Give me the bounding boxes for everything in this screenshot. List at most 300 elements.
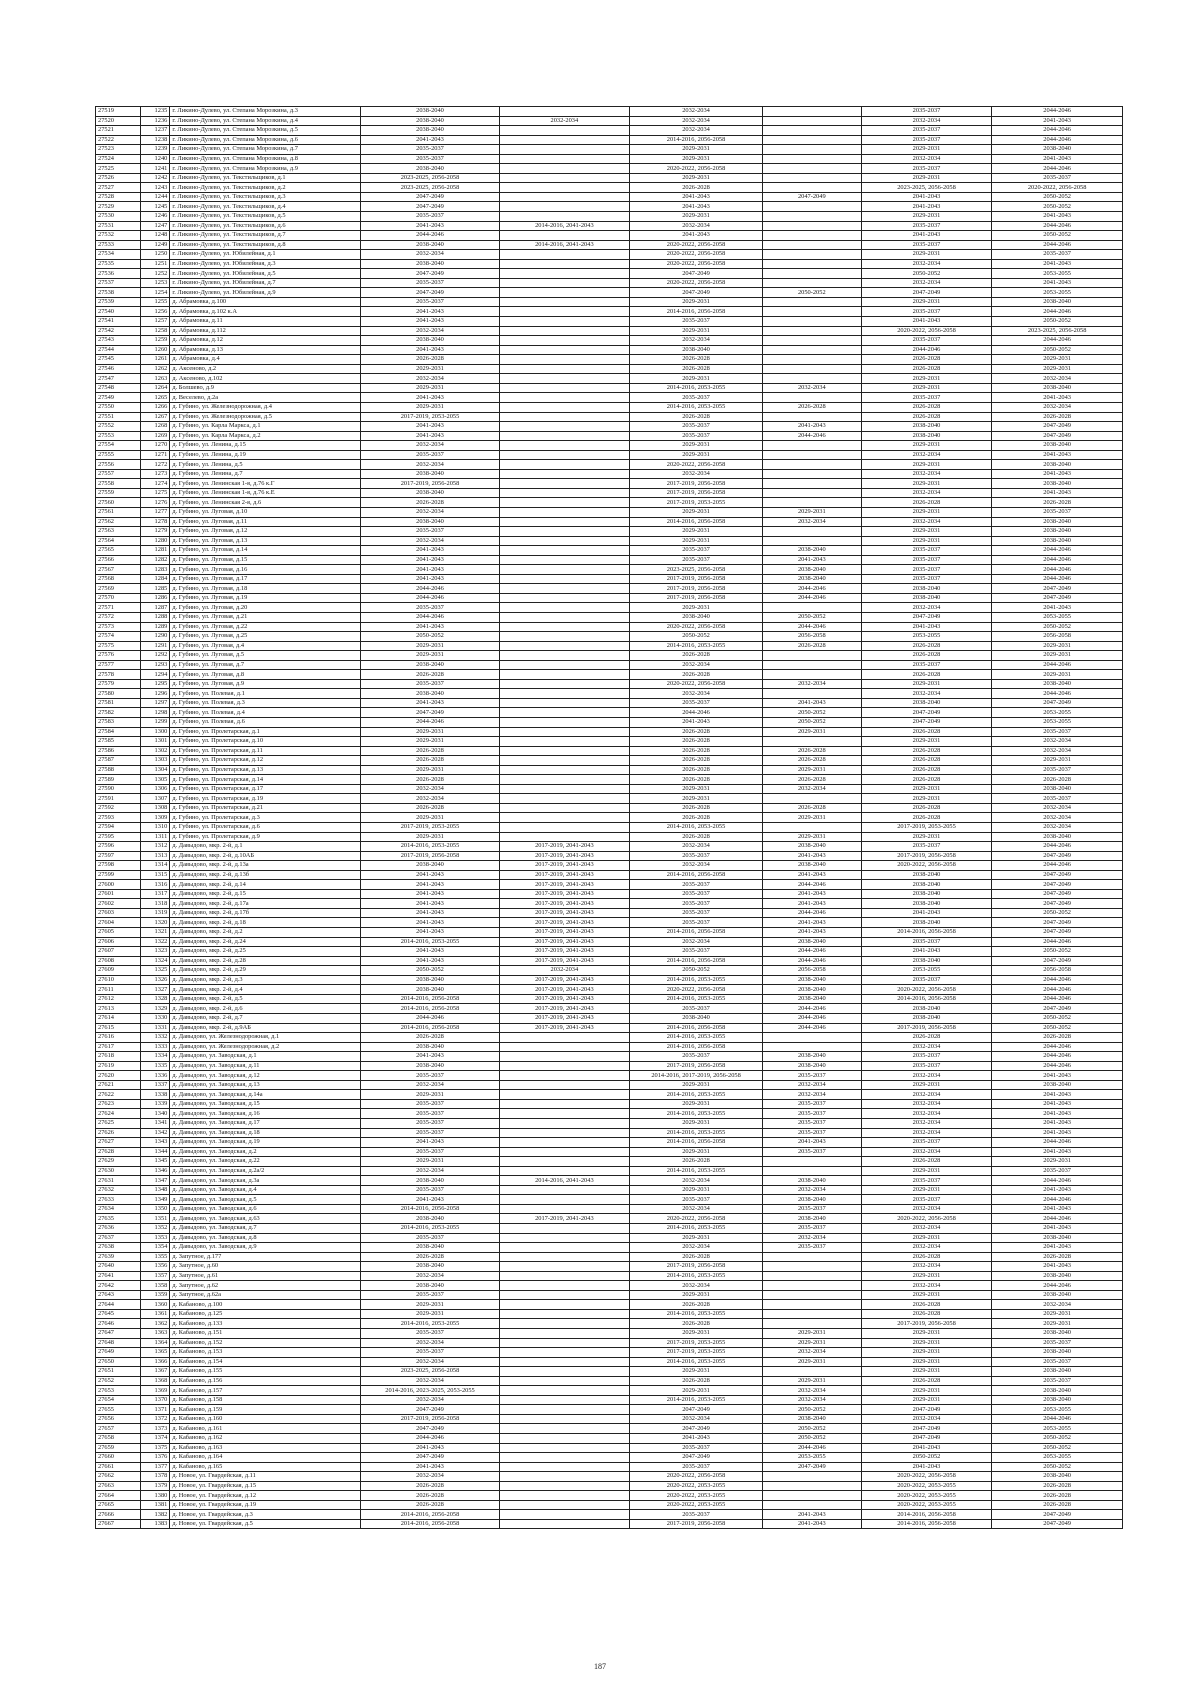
table-row xyxy=(96,1462,1123,1472)
table-row xyxy=(96,1329,1123,1339)
table-row xyxy=(96,527,1123,537)
table-cell: 2029-2031 xyxy=(992,756,1123,766)
table-cell: 2044-2046 xyxy=(762,880,861,890)
table-cell: 1328 xyxy=(140,994,170,1004)
table-cell: 2029-2031 xyxy=(762,1357,861,1367)
table-row xyxy=(96,240,1123,250)
table-row xyxy=(96,698,1123,708)
table-row xyxy=(96,336,1123,346)
table-cell: 2032-2034 xyxy=(361,1338,499,1348)
table-cell: 2038-2040 xyxy=(361,336,499,346)
table-cell: 2041-2043 xyxy=(861,947,992,957)
table-row xyxy=(96,1071,1123,1081)
table-cell: 2026-2028 xyxy=(630,803,763,813)
table-cell: 2032-2034 xyxy=(762,1090,861,1100)
table-cell: 27564 xyxy=(96,536,141,546)
table-cell: д. Запутное, д.62 xyxy=(170,1281,361,1291)
table-cell: 2047-2049 xyxy=(630,1424,763,1434)
table-cell: 1337 xyxy=(140,1080,170,1090)
table-cell: д. Губино, ул. Пролетарская, д.10 xyxy=(170,737,361,747)
table-cell: 1377 xyxy=(140,1462,170,1472)
table-row xyxy=(96,689,1123,699)
table-row xyxy=(96,1033,1123,1043)
table-cell: 1348 xyxy=(140,1185,170,1195)
table-cell xyxy=(762,126,861,136)
table-cell: 27656 xyxy=(96,1414,141,1424)
table-cell: 2038-2040 xyxy=(762,1061,861,1071)
table-row xyxy=(96,1252,1123,1262)
table-cell: 2017-2019, 2053-2055 xyxy=(630,498,763,508)
table-row xyxy=(96,593,1123,603)
table-cell: 2017-2019, 2041-2043 xyxy=(499,918,630,928)
table-cell: 2041-2043 xyxy=(992,1099,1123,1109)
table-cell: 2029-2031 xyxy=(630,1290,763,1300)
table-cell: д. Губино, ул. Полевая, д.6 xyxy=(170,718,361,728)
table-cell xyxy=(762,116,861,126)
table-cell xyxy=(499,1147,630,1157)
table-cell: 2026-2028 xyxy=(361,355,499,365)
table-cell: 2041-2043 xyxy=(762,1510,861,1520)
table-cell: 2050-2052 xyxy=(630,966,763,976)
table-row xyxy=(96,565,1123,575)
table-cell: 1344 xyxy=(140,1147,170,1157)
table-cell: 1287 xyxy=(140,603,170,613)
table-cell: 2020-2022, 2056-2058 xyxy=(630,250,763,260)
table-cell: 2032-2034 xyxy=(762,517,861,527)
table-cell: 2026-2028 xyxy=(630,775,763,785)
table-cell: 2035-2037 xyxy=(630,1462,763,1472)
table-cell: 1272 xyxy=(140,460,170,470)
table-cell: 2020-2022, 2053-2055 xyxy=(630,1481,763,1491)
table-cell: 2041-2043 xyxy=(361,546,499,556)
table-cell: 2029-2031 xyxy=(762,765,861,775)
table-cell: г. Ликино-Дулево, ул. Текстильщиков, д.2 xyxy=(170,183,361,193)
table-cell xyxy=(762,1472,861,1482)
table-cell xyxy=(499,1052,630,1062)
table-cell: 2035-2037 xyxy=(361,212,499,222)
table-cell: 1364 xyxy=(140,1338,170,1348)
table-cell: 2041-2043 xyxy=(361,899,499,909)
table-cell: 1244 xyxy=(140,192,170,202)
table-cell: д. Абрамовка, д.102 к.А xyxy=(170,307,361,317)
table-cell: 2053-2055 xyxy=(992,1424,1123,1434)
table-cell: 27555 xyxy=(96,450,141,460)
table-cell: 2035-2037 xyxy=(861,565,992,575)
table-cell xyxy=(499,450,630,460)
table-cell: 27543 xyxy=(96,336,141,346)
table-cell: 27523 xyxy=(96,145,141,155)
table-cell: 2035-2037 xyxy=(992,727,1123,737)
table-cell: 2050-2052 xyxy=(992,1013,1123,1023)
table-cell xyxy=(499,107,630,117)
table-cell: 2038-2040 xyxy=(361,1061,499,1071)
table-cell: 1278 xyxy=(140,517,170,527)
table-cell: 2035-2037 xyxy=(861,1061,992,1071)
table-cell: 2023-2025, 2056-2058 xyxy=(361,173,499,183)
table-cell: 27646 xyxy=(96,1319,141,1329)
table-cell: 2041-2043 xyxy=(992,393,1123,403)
table-cell: 2041-2043 xyxy=(992,1262,1123,1272)
table-cell: 1369 xyxy=(140,1386,170,1396)
table-cell: 2044-2046 xyxy=(992,861,1123,871)
table-cell: 2038-2040 xyxy=(762,994,861,1004)
table-cell: 1247 xyxy=(140,221,170,231)
table-cell: 27520 xyxy=(96,116,141,126)
table-cell: 2041-2043 xyxy=(861,317,992,327)
table-cell: 2026-2028 xyxy=(992,1491,1123,1501)
table-cell: 1252 xyxy=(140,269,170,279)
table-cell: д. Давыдово, ул. Заводская, д.3а xyxy=(170,1176,361,1186)
table-cell: 2014-2016, 2053-2055 xyxy=(630,1357,763,1367)
table-cell: 27603 xyxy=(96,908,141,918)
table-cell: 1367 xyxy=(140,1367,170,1377)
table-row xyxy=(96,183,1123,193)
table-cell: д. Губино, ул. Пролетарская, д.6 xyxy=(170,823,361,833)
table-cell xyxy=(499,689,630,699)
table-cell: 2047-2049 xyxy=(992,698,1123,708)
table-cell: 2041-2043 xyxy=(361,221,499,231)
table-cell: 27547 xyxy=(96,374,141,384)
table-cell: 2032-2034 xyxy=(630,861,763,871)
table-cell: 2029-2031 xyxy=(992,364,1123,374)
table-cell: 2014-2016, 2056-2058 xyxy=(630,517,763,527)
table-cell xyxy=(762,374,861,384)
table-cell: 1250 xyxy=(140,250,170,260)
table-cell: 2029-2031 xyxy=(861,794,992,804)
table-cell: 1253 xyxy=(140,278,170,288)
table-cell: 1259 xyxy=(140,336,170,346)
table-cell: д. Давыдово, ул. Железнодорожная, д.1 xyxy=(170,1033,361,1043)
table-cell: д. Губино, ул. Луговая, д.13 xyxy=(170,536,361,546)
table-cell: 2035-2037 xyxy=(861,164,992,174)
table-cell: д. Кабаново, д.163 xyxy=(170,1443,361,1453)
table-row xyxy=(96,345,1123,355)
table-cell: 2026-2028 xyxy=(861,498,992,508)
table-cell: 2038-2040 xyxy=(861,918,992,928)
table-cell xyxy=(499,1357,630,1367)
table-cell: 2029-2031 xyxy=(861,784,992,794)
table-cell: 2032-2034 xyxy=(361,1271,499,1281)
table-cell: д. Давыдово, ул. Заводская, д.6 xyxy=(170,1204,361,1214)
table-cell: 2047-2049 xyxy=(992,880,1123,890)
table-cell: 1361 xyxy=(140,1309,170,1319)
table-cell: 27608 xyxy=(96,956,141,966)
table-cell: 27575 xyxy=(96,641,141,651)
table-cell: 2014-2016, 2041-2043 xyxy=(499,240,630,250)
table-row xyxy=(96,307,1123,317)
table-cell: 1293 xyxy=(140,660,170,670)
table-cell: 1341 xyxy=(140,1118,170,1128)
table-cell: 2035-2037 xyxy=(630,918,763,928)
table-cell: д. Кабаново, д.161 xyxy=(170,1424,361,1434)
table-cell: 2056-2058 xyxy=(762,966,861,976)
table-cell: д. Губино, ул. Луговая, д.21 xyxy=(170,612,361,622)
table-cell: 27635 xyxy=(96,1214,141,1224)
table-row xyxy=(96,517,1123,527)
table-cell: д. Давыдово, ул. Заводская, д.1 xyxy=(170,1052,361,1062)
table-cell: 2032-2034 xyxy=(861,1243,992,1253)
table-cell: 2041-2043 xyxy=(361,555,499,565)
table-cell: 2026-2028 xyxy=(992,1252,1123,1262)
table-cell: 2032-2034 xyxy=(762,383,861,393)
table-cell: 2014-2016, 2053-2055 xyxy=(361,937,499,947)
table-cell: 2035-2037 xyxy=(630,851,763,861)
table-cell: 2014-2016, 2053-2055 xyxy=(630,994,763,1004)
table-cell: 2038-2040 xyxy=(361,126,499,136)
table-cell: 2017-2019, 2041-2043 xyxy=(499,899,630,909)
table-cell: 2041-2043 xyxy=(992,1243,1123,1253)
table-cell: 2038-2040 xyxy=(762,565,861,575)
table-cell: 2026-2028 xyxy=(630,1319,763,1329)
table-row xyxy=(96,823,1123,833)
table-cell xyxy=(499,422,630,432)
table-cell: 2044-2046 xyxy=(992,307,1123,317)
table-cell: 2029-2031 xyxy=(630,1185,763,1195)
table-cell xyxy=(762,336,861,346)
table-cell xyxy=(499,660,630,670)
table-cell: 1311 xyxy=(140,832,170,842)
table-row xyxy=(96,1472,1123,1482)
table-cell: 1363 xyxy=(140,1329,170,1339)
table-cell: 2026-2028 xyxy=(630,364,763,374)
table-cell: 1343 xyxy=(140,1138,170,1148)
table-cell xyxy=(499,708,630,718)
table-cell: 2014-2016, 2053-2055 xyxy=(630,823,763,833)
table-row xyxy=(96,107,1123,117)
table-cell: 2047-2049 xyxy=(992,889,1123,899)
table-cell: 2044-2046 xyxy=(992,994,1123,1004)
table-cell: 2014-2016, 2053-2055 xyxy=(630,1166,763,1176)
table-cell: 2038-2040 xyxy=(992,383,1123,393)
table-cell: 2014-2016, 2056-2058 xyxy=(630,956,763,966)
table-cell: 2038-2040 xyxy=(762,1414,861,1424)
table-cell: 2035-2037 xyxy=(361,450,499,460)
table-cell: 2038-2040 xyxy=(762,861,861,871)
table-cell: 27572 xyxy=(96,612,141,622)
table-cell: д. Абрамовка, д.12 xyxy=(170,336,361,346)
table-cell: 2032-2034 xyxy=(361,1080,499,1090)
table-cell: 2038-2040 xyxy=(992,527,1123,537)
table-cell: 1258 xyxy=(140,326,170,336)
table-cell: 2029-2031 xyxy=(361,651,499,661)
table-cell: 2050-2052 xyxy=(992,317,1123,327)
table-cell: 2038-2040 xyxy=(762,842,861,852)
table-cell: 2029-2031 xyxy=(861,1290,992,1300)
table-cell: 2029-2031 xyxy=(861,212,992,222)
table-cell xyxy=(762,145,861,155)
table-cell: 2056-2058 xyxy=(992,966,1123,976)
table-cell: 2032-2034 xyxy=(992,374,1123,384)
table-cell: 1292 xyxy=(140,651,170,661)
table-cell xyxy=(499,1329,630,1339)
table-cell: 2014-2016, 2056-2058 xyxy=(361,1023,499,1033)
table-cell: 1376 xyxy=(140,1453,170,1463)
table-cell: 2038-2040 xyxy=(861,593,992,603)
table-cell: 2032-2034 xyxy=(861,278,992,288)
table-cell: 2035-2037 xyxy=(630,1443,763,1453)
table-cell: 2032-2034 xyxy=(762,1395,861,1405)
table-cell: 2029-2031 xyxy=(992,651,1123,661)
table-cell: 2029-2031 xyxy=(861,1080,992,1090)
table-cell xyxy=(499,1128,630,1138)
table-cell: 2029-2031 xyxy=(630,1099,763,1109)
table-row xyxy=(96,1443,1123,1453)
table-cell: 2017-2019, 2041-2043 xyxy=(499,994,630,1004)
table-cell: д. Губино, ул. Луговая, д.9 xyxy=(170,679,361,689)
table-row xyxy=(96,479,1123,489)
table-cell: 2041-2043 xyxy=(630,192,763,202)
table-cell: 1315 xyxy=(140,870,170,880)
table-cell: 2026-2028 xyxy=(762,756,861,766)
table-cell xyxy=(499,288,630,298)
table-cell: 2020-2022, 2053-2055 xyxy=(861,1481,992,1491)
table-cell: 2032-2034 xyxy=(861,116,992,126)
table-cell: 2041-2043 xyxy=(992,1185,1123,1195)
table-cell: 27582 xyxy=(96,708,141,718)
table-row xyxy=(96,612,1123,622)
table-cell xyxy=(762,1319,861,1329)
table-cell: г. Ликино-Дулево, ул. Степана Морозкина, д.7 xyxy=(170,145,361,155)
table-row xyxy=(96,431,1123,441)
table-row xyxy=(96,469,1123,479)
table-cell: 2032-2034 xyxy=(861,488,992,498)
table-cell: 2035-2037 xyxy=(630,393,763,403)
table-cell xyxy=(762,603,861,613)
table-cell: д. Аксеново, д.2 xyxy=(170,364,361,374)
table-cell: 2014-2016, 2056-2058 xyxy=(630,135,763,145)
table-cell xyxy=(762,689,861,699)
table-cell xyxy=(499,1243,630,1253)
table-cell: 2038-2040 xyxy=(861,698,992,708)
table-cell xyxy=(762,823,861,833)
table-cell xyxy=(499,679,630,689)
table-cell xyxy=(499,1453,630,1463)
table-cell: 2017-2019, 2041-2043 xyxy=(499,947,630,957)
table-row xyxy=(96,813,1123,823)
table-cell: 27664 xyxy=(96,1491,141,1501)
table-cell: д. Давыдово, мкр. 2-й, д.10АБ xyxy=(170,851,361,861)
table-cell: 2047-2049 xyxy=(992,918,1123,928)
table-cell: 1249 xyxy=(140,240,170,250)
table-cell: д. Губино, ул. Ленина, д.19 xyxy=(170,450,361,460)
table-cell xyxy=(499,1472,630,1482)
table-cell: 2014-2016, 2053-2055 xyxy=(361,842,499,852)
table-cell: 1284 xyxy=(140,574,170,584)
table-cell: 2017-2019, 2053-2055 xyxy=(361,823,499,833)
table-cell xyxy=(499,565,630,575)
table-cell: 2020-2022, 2056-2058 xyxy=(861,861,992,871)
table-cell: д. Новое, ул. Гвардейская, д.19 xyxy=(170,1500,361,1510)
table-cell xyxy=(762,1281,861,1291)
table-cell: 2041-2043 xyxy=(630,231,763,241)
table-cell: 2038-2040 xyxy=(992,145,1123,155)
table-cell: 2041-2043 xyxy=(992,1147,1123,1157)
table-cell: 2044-2046 xyxy=(861,345,992,355)
table-cell xyxy=(762,393,861,403)
table-cell: 2032-2034 xyxy=(861,1099,992,1109)
table-cell: 27625 xyxy=(96,1118,141,1128)
table-cell: 2038-2040 xyxy=(762,1195,861,1205)
table-cell: г. Ликино-Дулево, ул. Юбилейная, д.9 xyxy=(170,288,361,298)
table-cell: 2035-2037 xyxy=(762,1128,861,1138)
table-cell: 2023-2025, 2056-2058 xyxy=(992,326,1123,336)
table-cell: 2029-2031 xyxy=(861,679,992,689)
table-cell: 2038-2040 xyxy=(762,574,861,584)
table-cell: 2035-2037 xyxy=(630,947,763,957)
table-cell: 2035-2037 xyxy=(861,975,992,985)
table-cell: 2047-2049 xyxy=(861,708,992,718)
table-row xyxy=(96,1357,1123,1367)
table-cell: 2038-2040 xyxy=(992,832,1123,842)
table-cell: д. Губино, ул. Полевая, д.3 xyxy=(170,698,361,708)
table-cell: д. Губино, ул. Пролетарская, д.9 xyxy=(170,832,361,842)
table-cell: 2029-2031 xyxy=(861,383,992,393)
table-cell: 2050-2052 xyxy=(992,1023,1123,1033)
table-cell: 27624 xyxy=(96,1109,141,1119)
table-cell: 27549 xyxy=(96,393,141,403)
table-cell: г. Ликино-Дулево, ул. Степана Морозкина, д.3 xyxy=(170,107,361,117)
table-cell: 2044-2046 xyxy=(992,985,1123,995)
table-row xyxy=(96,1204,1123,1214)
table-cell: 2044-2046 xyxy=(992,240,1123,250)
table-cell: 27609 xyxy=(96,966,141,976)
table-cell: 2050-2052 xyxy=(762,708,861,718)
table-cell: 27533 xyxy=(96,240,141,250)
table-cell: 2026-2028 xyxy=(861,1252,992,1262)
table-cell xyxy=(499,1348,630,1358)
table-row xyxy=(96,584,1123,594)
table-cell: 2038-2040 xyxy=(361,1176,499,1186)
table-row xyxy=(96,164,1123,174)
table-cell: 2032-2034 xyxy=(630,1204,763,1214)
table-cell: 2026-2028 xyxy=(361,1500,499,1510)
table-row xyxy=(96,1185,1123,1195)
table-row xyxy=(96,574,1123,584)
table-cell: 2038-2040 xyxy=(361,1042,499,1052)
table-cell: 2038-2040 xyxy=(361,1281,499,1291)
table-cell: 2044-2046 xyxy=(992,126,1123,136)
table-cell xyxy=(499,651,630,661)
table-cell: 2026-2028 xyxy=(630,737,763,747)
table-cell: д. Давыдово, мкр. 2-й, д.13б xyxy=(170,870,361,880)
table-cell: д. Болшево, д.9 xyxy=(170,383,361,393)
table-cell: 2047-2049 xyxy=(630,1405,763,1415)
table-cell: 2038-2040 xyxy=(861,1004,992,1014)
table-cell: д. Кабаново, д.100 xyxy=(170,1300,361,1310)
table-cell: д. Давыдово, мкр. 2-й, д.13а xyxy=(170,861,361,871)
table-cell: 27654 xyxy=(96,1395,141,1405)
table-cell: 27576 xyxy=(96,651,141,661)
table-cell: 2035-2037 xyxy=(630,1510,763,1520)
table-cell: 2038-2040 xyxy=(361,469,499,479)
table-cell: 2035-2037 xyxy=(861,937,992,947)
table-row xyxy=(96,1424,1123,1434)
table-cell: 1276 xyxy=(140,498,170,508)
table-cell: 2017-2019, 2053-2055 xyxy=(630,1348,763,1358)
table-cell: 2017-2019, 2041-2043 xyxy=(499,889,630,899)
table-cell: 27661 xyxy=(96,1462,141,1472)
table-cell: 2038-2040 xyxy=(361,660,499,670)
table-cell: д. Губино, ул. Луговая, д.15 xyxy=(170,555,361,565)
table-cell xyxy=(499,1271,630,1281)
table-cell: 2038-2040 xyxy=(992,1271,1123,1281)
table-cell: 2029-2031 xyxy=(762,727,861,737)
table-cell: 2035-2037 xyxy=(861,393,992,403)
table-cell: 2029-2031 xyxy=(630,1233,763,1243)
table-cell: 27590 xyxy=(96,784,141,794)
table-cell: 2041-2043 xyxy=(861,908,992,918)
table-cell: 2047-2049 xyxy=(992,870,1123,880)
